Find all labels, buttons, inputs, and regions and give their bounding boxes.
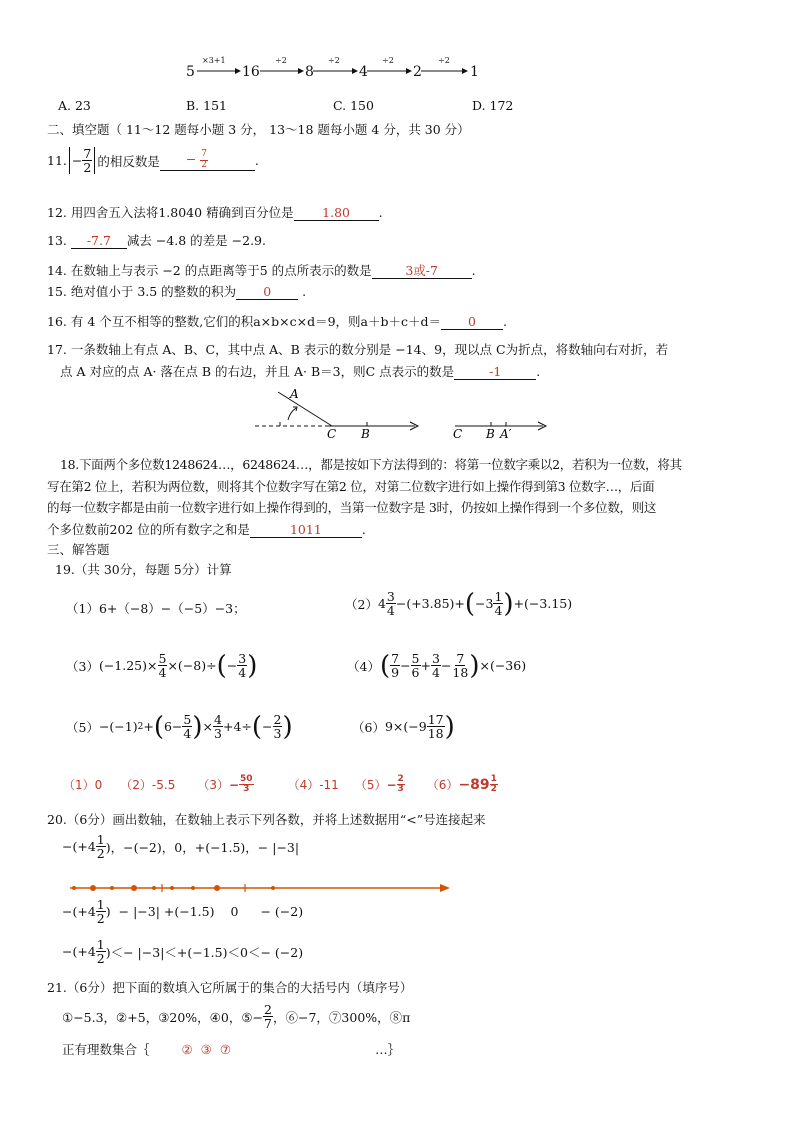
- flow-op1: ×3+1: [202, 56, 226, 65]
- flow-1: 1: [470, 64, 479, 80]
- section-2-heading: 二、填空题（ 11～12 题每小题 3 分， 13～18 题每小题 4 分，共 30 分）: [47, 122, 470, 137]
- q16-answer: 0: [441, 314, 503, 330]
- option-b: B. 151: [186, 98, 227, 113]
- q12: 12. 用四舍五入法将1.8040 精确到百分位是 1.80 .: [47, 205, 383, 220]
- q11-answer: − $\frac{7}{2}$: [160, 150, 255, 171]
- fig-label-b1: B: [361, 427, 370, 440]
- option-d: D. 172: [472, 98, 514, 113]
- q11: 11. − $\frac{7}{2}$ 的相反数是 − $\frac{7}{2}$ .: [47, 146, 259, 176]
- q15: 15. 绝对值小于 3.5 的整数的积为 0 .: [47, 284, 307, 299]
- q18-answer: 1011: [250, 522, 362, 538]
- q21-set-positive-rational: 正有理数集合｛ ② ③ ⑦ …｝: [62, 1042, 401, 1057]
- q20-title: 20.（6分）画出数轴，在数轴上表示下列各数，并将上述数据用“<”号连接起来: [47, 812, 486, 827]
- q13: 13. -7.7 减去 −4.8 的差是 −2.9.: [47, 233, 266, 248]
- q19-answers: （1）0 （2）-5.5 （3） − $\frac{50}{3}$ （4）-11 （5） − $\frac{2}{3}$ （6） − 89 $\frac{1}{2}$: [63, 774, 497, 795]
- ans-2: （2）-5.5: [120, 778, 176, 793]
- fig-fold-line: [278, 392, 332, 426]
- q18-line4: 个多位数前202 位的所有数字之和是 1011 .: [47, 522, 366, 537]
- q17-line2: 点 A 对应的点 A· 落在点 B 的右边，并且 A· B＝3，则C 点表示的数是 -1 .: [60, 364, 541, 379]
- q19-p6: （6） 9×(−9 $\frac{17}{18}$ ): [352, 711, 455, 742]
- q19-p2: （2） 4 $\frac{3}{4}$ −(+3.85)+ ( −3 $\frac{1}{4}$ ) +(−3.15): [345, 588, 573, 619]
- q21-title: 21.（6分）把下面的数填入它所属于的集合的大括号内（填序号）: [47, 980, 413, 995]
- ans-4: （4）-11: [287, 778, 339, 793]
- q19-p1: （1）6+（−8）−（−5）−3；: [66, 601, 246, 616]
- section-3-heading: 三、解答题: [47, 542, 110, 557]
- ans-1: （1）0: [63, 778, 103, 793]
- q18-line3: 的每一位数字都是由前一位数字进行如上操作得到的，当第一位数字是 3时，仍按如上操作得到一个多位数，则这: [47, 500, 657, 515]
- q15-answer: 0: [236, 284, 298, 300]
- q12-answer: 1.80: [294, 205, 379, 221]
- fig-label-c1: C: [327, 427, 337, 440]
- flow-op3: ÷2: [328, 56, 340, 65]
- flow-5: 5: [186, 64, 195, 80]
- q19-p3: （3） (−1.25)× $\frac{5}{4}$ ×(−8)÷ ( − $\frac{3}{4}$ ): [66, 650, 258, 681]
- flow-op2: ÷2: [275, 56, 287, 65]
- fig-label-c2: C: [453, 427, 463, 440]
- q17-figure: [250, 380, 550, 440]
- q17-line1: 17. 一条数轴上有点 A、B、C，其中点 A、B 表示的数分别是 −14、9，现以点 C为折点，将数轴向右对折，若: [47, 342, 669, 357]
- fig-label-a: A: [290, 387, 299, 401]
- q20-list: −(+4 $\frac{1}{2}$ )，−(−2)，0，+(−1.5)，− |−3|: [62, 832, 300, 862]
- q18-line1: 18.下面两个多位数1248624…，6248624…，都是按如下方法得到的：将第一位数字乘以2，若积为一位数，将其: [60, 457, 682, 472]
- q14-answer: 3或-7: [372, 263, 472, 279]
- ans-6-frac: $\frac{1}{2}$: [490, 774, 497, 795]
- q17-answer: -1: [454, 364, 536, 380]
- q18-line2: 写在第2 位上，若积为两位数，则将其个位数字写在第2 位，对第二位数字进行如上操作得到第3 位数字…，后面: [47, 479, 655, 494]
- option-a: A. 23: [58, 98, 91, 113]
- q14: 14. 在数轴上与表示 −2 的点距离等于5 的点所表示的数是 3或-7 .: [47, 263, 476, 278]
- fig-label-a2: A′: [500, 427, 512, 440]
- q19-p5: （5） −(−1) 2 + ( 6− $\frac{5}{4}$ ) × $\frac{4}{3}$ +4÷ ( − $\frac{2}{3}$ ): [66, 711, 293, 742]
- flow-op4: ÷2: [382, 56, 394, 65]
- q19-title: 19.（共 30分，每题 5分）计算: [55, 562, 232, 577]
- q19-p4: （4） ( $\frac{7}{9}$ − $\frac{5}{6}$ + $\frac{3}{4}$ − $\frac{7}{18}$ ) ×(−36): [347, 650, 527, 681]
- q13-answer: -7.7: [71, 233, 127, 249]
- q20-ordering: −(+4 $\frac{1}{2}$ )＜− |−3|＜+(−1.5)＜0＜− (−2): [62, 937, 304, 967]
- flow-4: 4: [359, 64, 368, 80]
- q20-axis-labels: −(+4 $\frac{1}{2}$ ) − |−3| +(−1.5) 0 − (−2): [62, 897, 304, 927]
- q11-abs: − $\frac{7}{2}$: [69, 147, 95, 174]
- flow-8: 8: [305, 64, 314, 80]
- fig-label-b2: B: [486, 427, 495, 440]
- q21-set-answer: ② ③ ⑦: [181, 1042, 234, 1057]
- ans-3-frac: $\frac{50}{3}$: [240, 774, 253, 795]
- q21-items: ①−5.3，②+5，③20%，④0，⑤− $\frac{2}{7}$ ，⑥−7，⑦300%，⑧π: [62, 1002, 411, 1032]
- option-c: C. 150: [333, 98, 374, 113]
- flow-op5: ÷2: [438, 56, 450, 65]
- ans-5-frac: $\frac{2}{3}$: [397, 774, 404, 795]
- q16: 16. 有 4 个互不相等的整数,它们的积a×b×c×d＝9，则a＋b＋c＋d＝ 0 .: [47, 314, 507, 329]
- q20-number-line: [60, 878, 460, 898]
- flow-2: 2: [413, 64, 422, 80]
- flow-16: 16: [242, 64, 260, 80]
